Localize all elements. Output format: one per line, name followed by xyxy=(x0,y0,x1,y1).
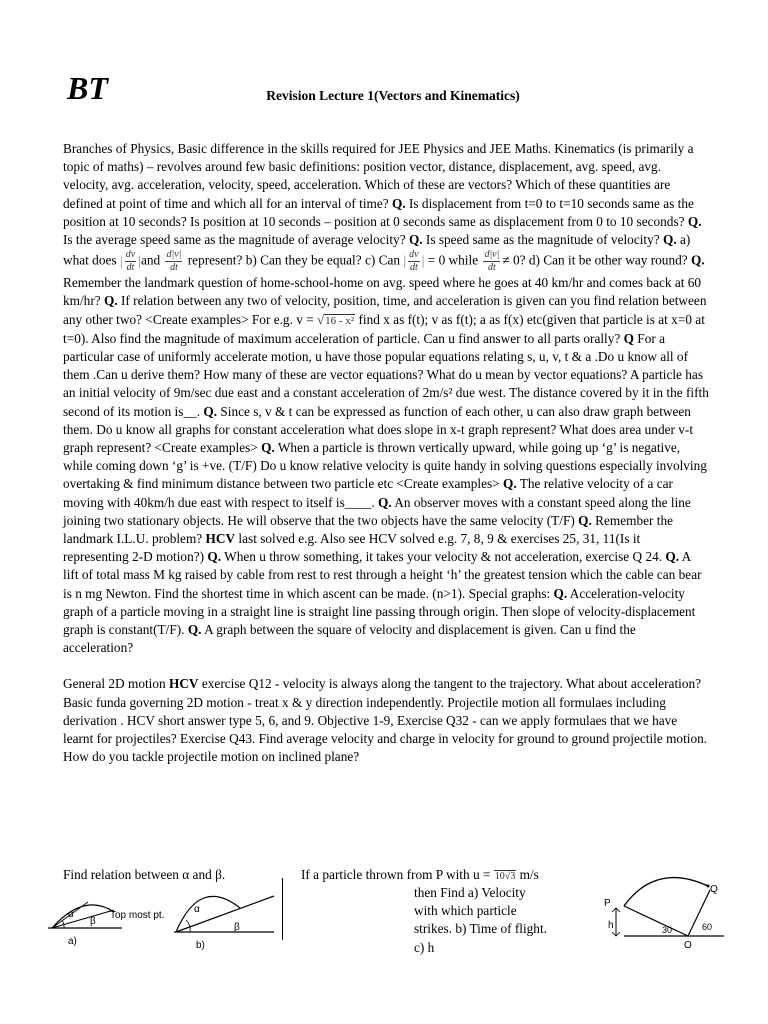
projectile-subquestions: then Find a) Velocity with which particle strikes. b) Time of flight. c) h xyxy=(414,885,547,955)
svg-text:b): b) xyxy=(196,940,205,950)
fraction-dv-dt: $\frac{dv}{dt}$ xyxy=(125,249,136,274)
sqrt-expression: 16 - x² xyxy=(325,314,355,327)
paragraph-kinematics: Branches of Physics, Basic difference in the skills required for JEE Physics and JEE Maths. Kinematics (is primarily a topic of maths) – revolves around few basic definitions: position vector, distance, displacement, avg. speed, avg. velocity, avg. acceleration, velocity, speed, acceleration. Which of these are vectors? Which of these quantities are defined at point of time and which all for an interval of time? Q. Is displacement from t=0 to t=10 seconds same as the position at 10 seconds? Is position at 10 seconds – position at 0 seconds same as displacement from 0 to 10 seconds? Q. Is the average speed same as the magnitude of average velocity? Q. Is speed same as the magnitude of velocity? Q. a) what does | $\frac{dv}{dt}$ |and $\frac{d|v|}{dt}$ represent? b) Can they be equal? c) Can | $\frac{dv}{dt}$ | = 0 while $\frac{d|v|}{dt}$ ≠ 0? d) Can it be other way round? Q. Remember the landmark question of home-school-home on avg. speed where he goes at 40 km/hr and comes back at 60 km/hr? Q. If relation between any two of velocity, position, time, and acceleration is given can you find relation between any other two? <Create examples> For e.g. v = √16 - x² find x as f(t); v as f(t); a as f(x) etc(given that particle is at x=0 at t=0). Also find the magnitude of maximum acceleration of particle. Can u find answer to all parts orally? Q For a particular case of uniformly accelerate motion, u have those popular equations relating s, u, v, t & a .Do u know all of them .Can u derive them? How many of these are vector equations? What do u mean by vector equations? A particle has an initial velocity of 9m/sec due east and a constant acceleration of 2m/s² due west. The distance covered by it in the fifth second of its motion is__. Q. Since s, v & t can be expressed as function of each other, u can also draw graph between them. Do u know all graphs for constant acceleration what does slope in x-t graph represent? What does area under v-t graph represent? <Create examples> Q. When a particle is thrown vertically upward, while going up ‘g’ is negative, while coming down ‘g’ is +ve. (T/F) Do u know relative velocity is quite handy in solving questions especially involving overtaking & find minimum distance between two particle etc <Create examples> Q. The relative velocity of a car moving with 40km/h due east with respect to itself is____. Q. An observer moves with a constant speed along the line joining two stationary objects. He will observe that the two objects have the same velocity (T/F) Q. Remember the landmark I.L.U. problem? HCV last solved e.g. Also see HCV solved e.g. 7, 8, 9 & exercises 25, 31, 11(Is it representing 2-D motion?) Q. When u throw something, it takes your velocity & not acceleration, exercise Q 24. Q. A lift of total mass M kg raised by cable from rest to rest through a height ‘h’ the greatest tension which the cable can bear is n mg Newton. Find the shortest time in which ascent can be made. (n>1). Special graphs: Q. Acceleration-velocity graph of a particle moving in a straight line is straight line passing through origin. Then slope of velocity-displacement graph is constant(T/F). Q. A graph between the square of velocity and displacement is given. Can u find the acceleration? xyxy=(63,141,709,656)
svg-text:α: α xyxy=(68,909,74,920)
fraction-d-abs-v-dt: $\frac{d|v|}{dt}$ xyxy=(166,249,182,274)
svg-text:60: 60 xyxy=(702,922,713,932)
figure-c-incline-projectile xyxy=(596,862,728,954)
logo-text: BT xyxy=(67,70,108,104)
svg-text:P: P xyxy=(604,898,611,909)
svg-text:O: O xyxy=(684,940,692,951)
fraction-d-abs-v-dt-2: $\frac{d|v|}{dt}$ xyxy=(484,249,500,274)
paragraph-2d-motion: General 2D motion HCV exercise Q12 - velocity is always along the tangent to the trajectory. What about acceleration? Basic funda governing 2D motion - treat x & y direction independently. Projectile motion all formulaes including derivation . HCV short answer type 5, 6, and 9. Objective 1-9, Exercise Q32 - can we apply formulaes that we have learnt for projectiles? Exercise Q43. Find average velocity and charge in velocity for ground to ground projectile motion. How do you tackle projectile motion on inclined plane? xyxy=(63,676,708,765)
svg-text:Q: Q xyxy=(710,884,718,895)
svg-text:α: α xyxy=(194,904,200,915)
svg-text:Top most pt.: Top most pt. xyxy=(110,910,165,921)
document-body xyxy=(63,140,709,767)
projectile-question: If a particle thrown from P with u = 10√3 m/s xyxy=(301,867,539,882)
figure-separator xyxy=(282,878,283,940)
svg-text:30: 30 xyxy=(662,925,673,935)
svg-text:β: β xyxy=(234,922,240,933)
speed-value: 10√3 xyxy=(494,871,516,882)
figure-a-projectile-top-point xyxy=(44,890,179,950)
page-title: Revision Lecture 1(Vectors and Kinematics) xyxy=(266,88,520,103)
svg-text:β: β xyxy=(90,916,96,927)
svg-text:h: h xyxy=(608,920,614,931)
figure-b-inclined-projectile xyxy=(170,868,280,950)
relation-question: Find relation between α and β. xyxy=(63,867,226,882)
fraction-dv-dt-2: $\frac{dv}{dt}$ xyxy=(409,249,419,274)
svg-text:a): a) xyxy=(68,936,77,947)
